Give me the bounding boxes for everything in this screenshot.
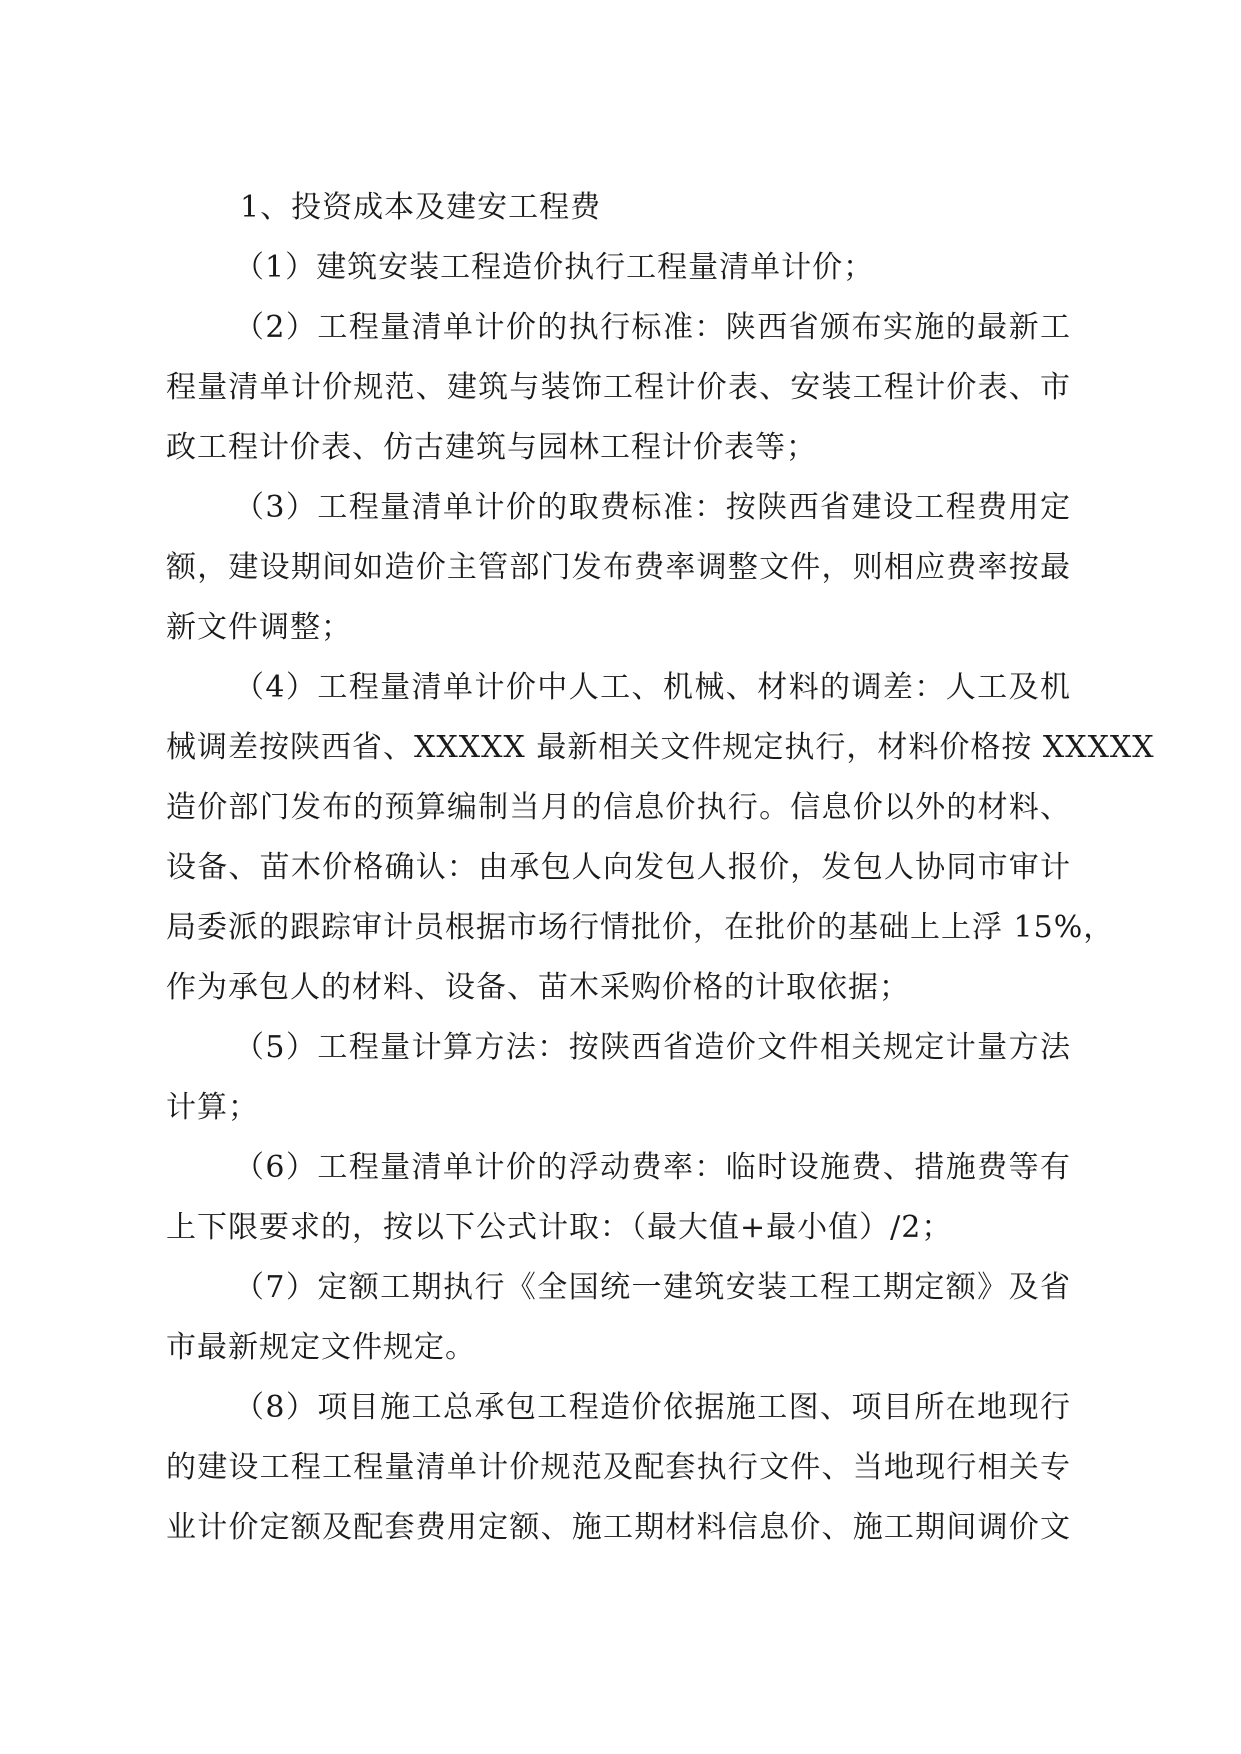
paragraph-3-line-2: 额，建设期间如造价主管部门发布费率调整文件，则相应费率按最 — [166, 550, 1071, 585]
paragraph-5-line-2: 计算； — [166, 1090, 259, 1125]
paragraph-8-line-1: （8）项目施工总承包工程造价依据施工图、项目所在地现行 — [234, 1390, 1071, 1425]
paragraph-6-line-2: 上下限要求的，按以下公式计取：（最大值+最小值）/2； — [166, 1210, 953, 1245]
paragraph-2-line-3: 政工程计价表、仿古建筑与园林工程计价表等； — [166, 430, 817, 465]
paragraph-4-line-5: 局委派的跟踪审计员根据市场行情批价，在批价的基础上上浮 15%， — [166, 910, 1115, 945]
paragraph-4-line-1: （4）工程量清单计价中人工、机械、材料的调差：人工及机 — [234, 670, 1071, 705]
paragraph-2-line-1: （2）工程量清单计价的执行标准：陕西省颁布实施的最新工 — [234, 310, 1071, 345]
paragraph-4-line-3: 造价部门发布的预算编制当月的信息价执行。信息价以外的材料、 — [166, 790, 1071, 825]
paragraph-8-line-2: 的建设工程工程量清单计价规范及配套执行文件、当地现行相关专 — [166, 1450, 1071, 1485]
paragraph-7-line-2: 市最新规定文件规定。 — [166, 1330, 476, 1365]
paragraph-3-line-1: （3）工程量清单计价的取费标准：按陕西省建设工程费用定 — [234, 490, 1071, 525]
paragraph-4-line-4: 设备、苗木价格确认：由承包人向发包人报价，发包人协同市审计 — [166, 850, 1071, 885]
paragraph-8-line-3: 业计价定额及配套费用定额、施工期材料信息价、施工期间调价文 — [166, 1510, 1071, 1545]
paragraph-7-line-1: （7）定额工期执行《全国统一建筑安装工程工期定额》及省 — [234, 1270, 1071, 1305]
document-page — [166, 178, 1155, 1558]
paragraph-2-line-2: 程量清单计价规范、建筑与装饰工程计价表、安装工程计价表、市 — [166, 370, 1071, 405]
paragraph-4-line-6: 作为承包人的材料、设备、苗木采购价格的计取依据； — [166, 970, 910, 1005]
section-heading: 1、投资成本及建安工程费 — [240, 190, 602, 225]
paragraph-4-line-2: 械调差按陕西省、XXXXX 最新相关文件规定执行，材料价格按 XXXXX — [166, 730, 1155, 765]
paragraph-5-line-1: （5）工程量计算方法：按陕西省造价文件相关规定计量方法 — [234, 1030, 1071, 1065]
paragraph-6-line-1: （6）工程量清单计价的浮动费率：临时设施费、措施费等有 — [234, 1150, 1071, 1185]
paragraph-3-line-3: 新文件调整； — [166, 610, 352, 645]
paragraph-1-line-1: （1）建筑安装工程造价执行工程量清单计价； — [234, 250, 875, 285]
